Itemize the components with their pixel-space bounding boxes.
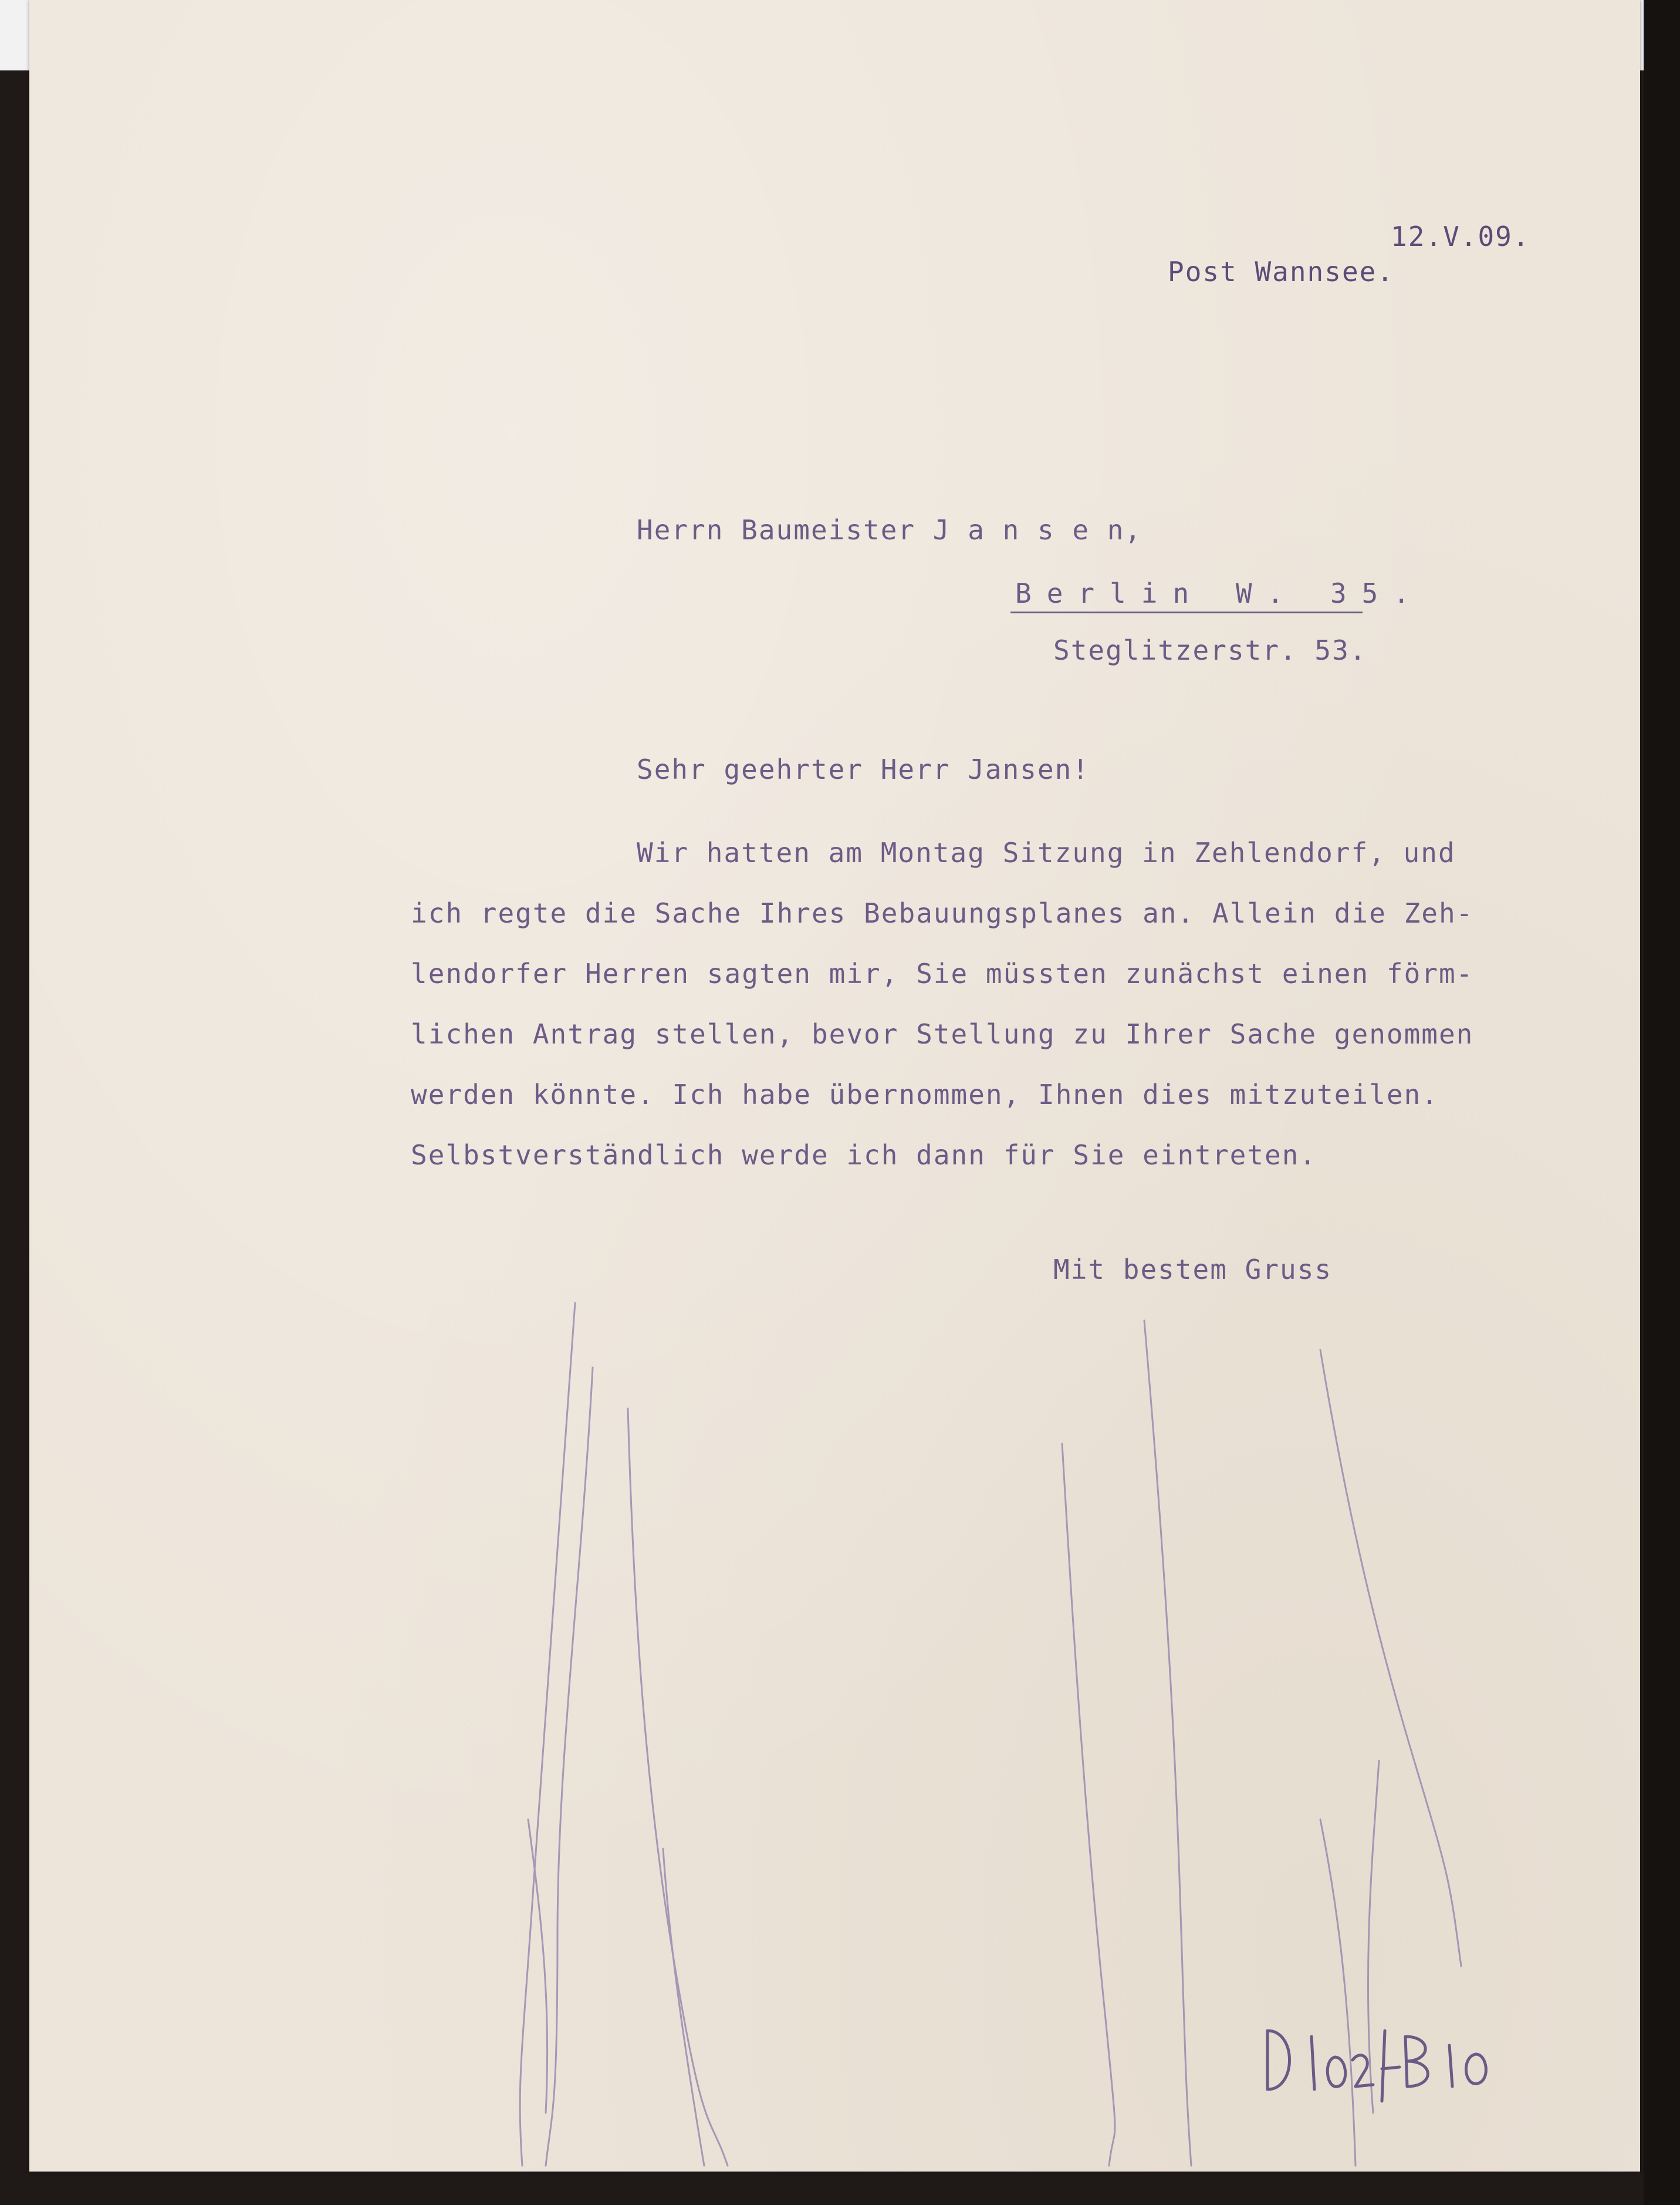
letter-sheet: [29, 0, 1640, 2172]
body-line: Selbstverständlich werde ich dann für Sie eintreten.: [411, 1139, 1317, 1171]
archive-signature-mark: [1256, 2013, 1502, 2107]
recipient-name: Herrn Baumeister J a n s e n,: [637, 514, 1142, 546]
recipient-street: Steglitzerstr. 53.: [1053, 634, 1367, 666]
body-line: Wir hatten am Montag Sitzung in Zehlendorf, und: [637, 837, 1456, 869]
body-line: werden könnte. Ich habe übernommen, Ihnen dies mitzuteilen.: [411, 1079, 1439, 1110]
body-line: lichen Antrag stellen, bevor Stellung zu Ihrer Sache genommen: [411, 1018, 1474, 1050]
letter-closing: Mit bestem Gruss: [1053, 1254, 1333, 1285]
letter-salutation: Sehr geehrter Herr Jansen!: [637, 754, 1090, 785]
scan-right-edge: [1644, 0, 1680, 2205]
recipient-city: Berlin W. 35.: [1015, 578, 1425, 609]
letter-place: Post Wannsee.: [1168, 256, 1395, 288]
body-line: ich regte die Sache Ihres Bebauungsplanes an. Allein die Zeh-: [411, 897, 1474, 929]
recipient-city-underline: [1010, 612, 1363, 613]
letter-date: 12.V.09.: [1391, 221, 1530, 252]
body-line: lendorfer Herren sagten mir, Sie müssten zunächst einen förm-: [411, 958, 1474, 990]
